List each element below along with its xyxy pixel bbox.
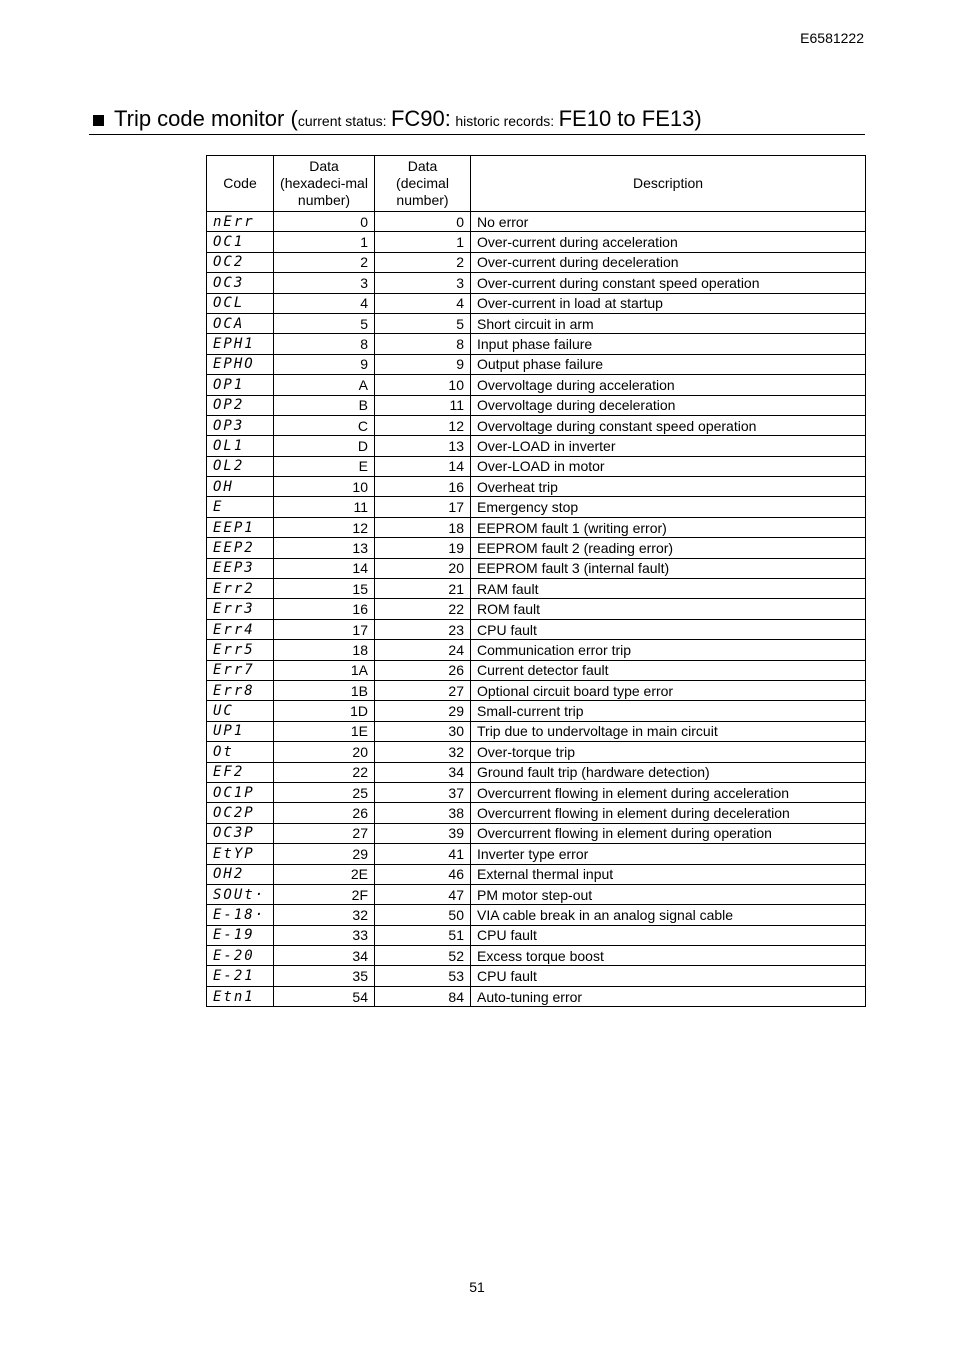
hex-value: 5 bbox=[274, 313, 375, 333]
trip-code: OH2 bbox=[207, 864, 274, 884]
table-row bbox=[207, 436, 866, 456]
description: EEPROM fault 2 (reading error) bbox=[471, 538, 866, 558]
table-row bbox=[207, 905, 866, 925]
description: Overcurrent flowing in element during acceleration bbox=[471, 782, 866, 802]
trip-code: OC2P bbox=[207, 803, 274, 823]
hex-value: 27 bbox=[274, 823, 375, 843]
hex-value: D bbox=[274, 436, 375, 456]
table-row bbox=[207, 252, 866, 272]
decimal-value: 17 bbox=[375, 497, 471, 517]
table-row bbox=[207, 375, 866, 395]
hex-value: 11 bbox=[274, 497, 375, 517]
description: VIA cable break in an analog signal cable bbox=[471, 905, 866, 925]
description: Optional circuit board type error bbox=[471, 680, 866, 700]
table-row bbox=[207, 844, 866, 864]
decimal-value: 13 bbox=[375, 436, 471, 456]
trip-code: OC3P bbox=[207, 823, 274, 843]
hex-value: 1B bbox=[274, 680, 375, 700]
hex-value: 8 bbox=[274, 334, 375, 354]
decimal-value: 18 bbox=[375, 517, 471, 537]
decimal-value: 52 bbox=[375, 946, 471, 966]
trip-code: SOUt· bbox=[207, 884, 274, 904]
document-id: E6581222 bbox=[800, 30, 864, 46]
description: Emergency stop bbox=[471, 497, 866, 517]
hex-value: 2 bbox=[274, 252, 375, 272]
decimal-value: 39 bbox=[375, 823, 471, 843]
table-row bbox=[207, 803, 866, 823]
hex-value: 12 bbox=[274, 517, 375, 537]
table-row bbox=[207, 334, 866, 354]
hex-value: 2F bbox=[274, 884, 375, 904]
decimal-value: 51 bbox=[375, 925, 471, 945]
table-row bbox=[207, 986, 866, 1006]
description: Trip due to undervoltage in main circuit bbox=[471, 721, 866, 741]
table-row bbox=[207, 660, 866, 680]
description: Over-LOAD in motor bbox=[471, 456, 866, 476]
table-row bbox=[207, 925, 866, 945]
heading-historic-range: FE10 to FE13) bbox=[558, 106, 702, 131]
description: Over-current during constant speed operation bbox=[471, 273, 866, 293]
table-row bbox=[207, 762, 866, 782]
table-row bbox=[207, 212, 866, 232]
table-row bbox=[207, 313, 866, 333]
trip-code: OCL bbox=[207, 293, 274, 313]
header-code: Code bbox=[207, 156, 274, 212]
hex-value: 22 bbox=[274, 762, 375, 782]
table-row bbox=[207, 273, 866, 293]
heading-main: Trip code monitor ( bbox=[114, 106, 298, 131]
trip-code-table bbox=[206, 155, 866, 1007]
description: Output phase failure bbox=[471, 354, 866, 374]
hex-value: 33 bbox=[274, 925, 375, 945]
table-row bbox=[207, 946, 866, 966]
trip-code: OCA bbox=[207, 313, 274, 333]
description: Overcurrent flowing in element during deceleration bbox=[471, 803, 866, 823]
description: CPU fault bbox=[471, 925, 866, 945]
trip-code: EPH1 bbox=[207, 334, 274, 354]
description: Small-current trip bbox=[471, 701, 866, 721]
decimal-value: 26 bbox=[375, 660, 471, 680]
decimal-value: 21 bbox=[375, 579, 471, 599]
table-row bbox=[207, 884, 866, 904]
hex-value: B bbox=[274, 395, 375, 415]
trip-code: EEP2 bbox=[207, 538, 274, 558]
table-body bbox=[207, 212, 866, 1007]
hex-value: 1D bbox=[274, 701, 375, 721]
decimal-value: 19 bbox=[375, 538, 471, 558]
description: Overvoltage during deceleration bbox=[471, 395, 866, 415]
table-row bbox=[207, 293, 866, 313]
decimal-value: 14 bbox=[375, 456, 471, 476]
hex-value: 15 bbox=[274, 579, 375, 599]
trip-code: OC3 bbox=[207, 273, 274, 293]
decimal-value: 32 bbox=[375, 742, 471, 762]
hex-value: 4 bbox=[274, 293, 375, 313]
description: Over-current during deceleration bbox=[471, 252, 866, 272]
decimal-value: 4 bbox=[375, 293, 471, 313]
trip-code: OL1 bbox=[207, 436, 274, 456]
table-row bbox=[207, 232, 866, 252]
header-description: Description bbox=[471, 156, 866, 212]
hex-value: 34 bbox=[274, 946, 375, 966]
section-heading bbox=[89, 106, 865, 135]
description: Auto-tuning error bbox=[471, 986, 866, 1006]
trip-code: OC2 bbox=[207, 252, 274, 272]
decimal-value: 0 bbox=[375, 212, 471, 232]
decimal-value: 84 bbox=[375, 986, 471, 1006]
description: Communication error trip bbox=[471, 640, 866, 660]
hex-value: 9 bbox=[274, 354, 375, 374]
hex-value: 0 bbox=[274, 212, 375, 232]
decimal-value: 16 bbox=[375, 477, 471, 497]
decimal-value: 23 bbox=[375, 619, 471, 639]
table-row bbox=[207, 782, 866, 802]
trip-code: Etn1 bbox=[207, 986, 274, 1006]
description: CPU fault bbox=[471, 966, 866, 986]
trip-code: OP3 bbox=[207, 415, 274, 435]
hex-value: A bbox=[274, 375, 375, 395]
hex-value: 26 bbox=[274, 803, 375, 823]
trip-code: Err2 bbox=[207, 579, 274, 599]
description: Short circuit in arm bbox=[471, 313, 866, 333]
trip-code: Err7 bbox=[207, 660, 274, 680]
table-row bbox=[207, 701, 866, 721]
hex-value: 18 bbox=[274, 640, 375, 660]
decimal-value: 3 bbox=[375, 273, 471, 293]
table-row bbox=[207, 354, 866, 374]
description: ROM fault bbox=[471, 599, 866, 619]
trip-code: Err3 bbox=[207, 599, 274, 619]
hex-value: 14 bbox=[274, 558, 375, 578]
table-row bbox=[207, 823, 866, 843]
decimal-value: 8 bbox=[375, 334, 471, 354]
hex-value: 2E bbox=[274, 864, 375, 884]
decimal-value: 1 bbox=[375, 232, 471, 252]
hex-value: E bbox=[274, 456, 375, 476]
trip-code: OH bbox=[207, 477, 274, 497]
description: Over-LOAD in inverter bbox=[471, 436, 866, 456]
description: Overheat trip bbox=[471, 477, 866, 497]
description: Over-torque trip bbox=[471, 742, 866, 762]
description: EEPROM fault 1 (writing error) bbox=[471, 517, 866, 537]
trip-code: EtYP bbox=[207, 844, 274, 864]
decimal-value: 50 bbox=[375, 905, 471, 925]
table-row bbox=[207, 966, 866, 986]
hex-value: 25 bbox=[274, 782, 375, 802]
square-bullet-icon bbox=[93, 115, 104, 126]
description: Overvoltage during acceleration bbox=[471, 375, 866, 395]
table-row bbox=[207, 415, 866, 435]
table-row bbox=[207, 721, 866, 741]
description: Overcurrent flowing in element during operation bbox=[471, 823, 866, 843]
table-row bbox=[207, 640, 866, 660]
decimal-value: 22 bbox=[375, 599, 471, 619]
table-row bbox=[207, 538, 866, 558]
description: Over-current during acceleration bbox=[471, 232, 866, 252]
trip-code: OP1 bbox=[207, 375, 274, 395]
trip-code: Err5 bbox=[207, 640, 274, 660]
table-header-row bbox=[207, 156, 866, 212]
trip-code: OC1P bbox=[207, 782, 274, 802]
hex-value: 20 bbox=[274, 742, 375, 762]
hex-value: 16 bbox=[274, 599, 375, 619]
description: Inverter type error bbox=[471, 844, 866, 864]
table-row bbox=[207, 742, 866, 762]
decimal-value: 38 bbox=[375, 803, 471, 823]
trip-code: Err8 bbox=[207, 680, 274, 700]
decimal-value: 46 bbox=[375, 864, 471, 884]
decimal-value: 30 bbox=[375, 721, 471, 741]
description: EEPROM fault 3 (internal fault) bbox=[471, 558, 866, 578]
decimal-value: 11 bbox=[375, 395, 471, 415]
table-row bbox=[207, 558, 866, 578]
trip-code: EEP3 bbox=[207, 558, 274, 578]
heading-current-code: FC90: bbox=[390, 106, 451, 131]
table-row bbox=[207, 864, 866, 884]
description: Ground fault trip (hardware detection) bbox=[471, 762, 866, 782]
hex-value: 1E bbox=[274, 721, 375, 741]
table-row bbox=[207, 517, 866, 537]
decimal-value: 41 bbox=[375, 844, 471, 864]
header-dec: Data (decimal number) bbox=[375, 156, 471, 212]
hex-value: 1A bbox=[274, 660, 375, 680]
trip-code: EEP1 bbox=[207, 517, 274, 537]
description: External thermal input bbox=[471, 864, 866, 884]
description: Overvoltage during constant speed operation bbox=[471, 415, 866, 435]
trip-code: E-21 bbox=[207, 966, 274, 986]
trip-code: EF2 bbox=[207, 762, 274, 782]
trip-code: EPHO bbox=[207, 354, 274, 374]
trip-code: OC1 bbox=[207, 232, 274, 252]
decimal-value: 27 bbox=[375, 680, 471, 700]
description: PM motor step-out bbox=[471, 884, 866, 904]
hex-value: 17 bbox=[274, 619, 375, 639]
hex-value: 35 bbox=[274, 966, 375, 986]
decimal-value: 37 bbox=[375, 782, 471, 802]
trip-code: nErr bbox=[207, 212, 274, 232]
trip-code: Err4 bbox=[207, 619, 274, 639]
heading-historic-label: historic records: bbox=[455, 113, 555, 129]
hex-value: 13 bbox=[274, 538, 375, 558]
description: Excess torque boost bbox=[471, 946, 866, 966]
table-row bbox=[207, 497, 866, 517]
hex-value: 10 bbox=[274, 477, 375, 497]
description: Input phase failure bbox=[471, 334, 866, 354]
decimal-value: 53 bbox=[375, 966, 471, 986]
hex-value: C bbox=[274, 415, 375, 435]
decimal-value: 12 bbox=[375, 415, 471, 435]
heading-current-label: current status: bbox=[297, 113, 387, 129]
table-row bbox=[207, 619, 866, 639]
trip-code: UC bbox=[207, 701, 274, 721]
decimal-value: 20 bbox=[375, 558, 471, 578]
table-row bbox=[207, 456, 866, 476]
description: No error bbox=[471, 212, 866, 232]
table-row bbox=[207, 477, 866, 497]
decimal-value: 34 bbox=[375, 762, 471, 782]
trip-code: E-19 bbox=[207, 925, 274, 945]
description: RAM fault bbox=[471, 579, 866, 599]
trip-code: OP2 bbox=[207, 395, 274, 415]
decimal-value: 10 bbox=[375, 375, 471, 395]
decimal-value: 47 bbox=[375, 884, 471, 904]
trip-code: UP1 bbox=[207, 721, 274, 741]
trip-code: OL2 bbox=[207, 456, 274, 476]
hex-value: 32 bbox=[274, 905, 375, 925]
description: Current detector fault bbox=[471, 660, 866, 680]
hex-value: 3 bbox=[274, 273, 375, 293]
hex-value: 54 bbox=[274, 986, 375, 1006]
decimal-value: 29 bbox=[375, 701, 471, 721]
decimal-value: 24 bbox=[375, 640, 471, 660]
decimal-value: 2 bbox=[375, 252, 471, 272]
table-row bbox=[207, 395, 866, 415]
trip-code: E-20 bbox=[207, 946, 274, 966]
table-row bbox=[207, 579, 866, 599]
description: CPU fault bbox=[471, 619, 866, 639]
trip-code: E-18· bbox=[207, 905, 274, 925]
decimal-value: 9 bbox=[375, 354, 471, 374]
trip-code: E bbox=[207, 497, 274, 517]
trip-code: Ot bbox=[207, 742, 274, 762]
table-row bbox=[207, 599, 866, 619]
hex-value: 29 bbox=[274, 844, 375, 864]
page-number: 51 bbox=[469, 1279, 485, 1295]
table-row bbox=[207, 680, 866, 700]
hex-value: 1 bbox=[274, 232, 375, 252]
header-hex: Data (hexadeci-mal number) bbox=[274, 156, 375, 212]
description: Over-current in load at startup bbox=[471, 293, 866, 313]
decimal-value: 5 bbox=[375, 313, 471, 333]
